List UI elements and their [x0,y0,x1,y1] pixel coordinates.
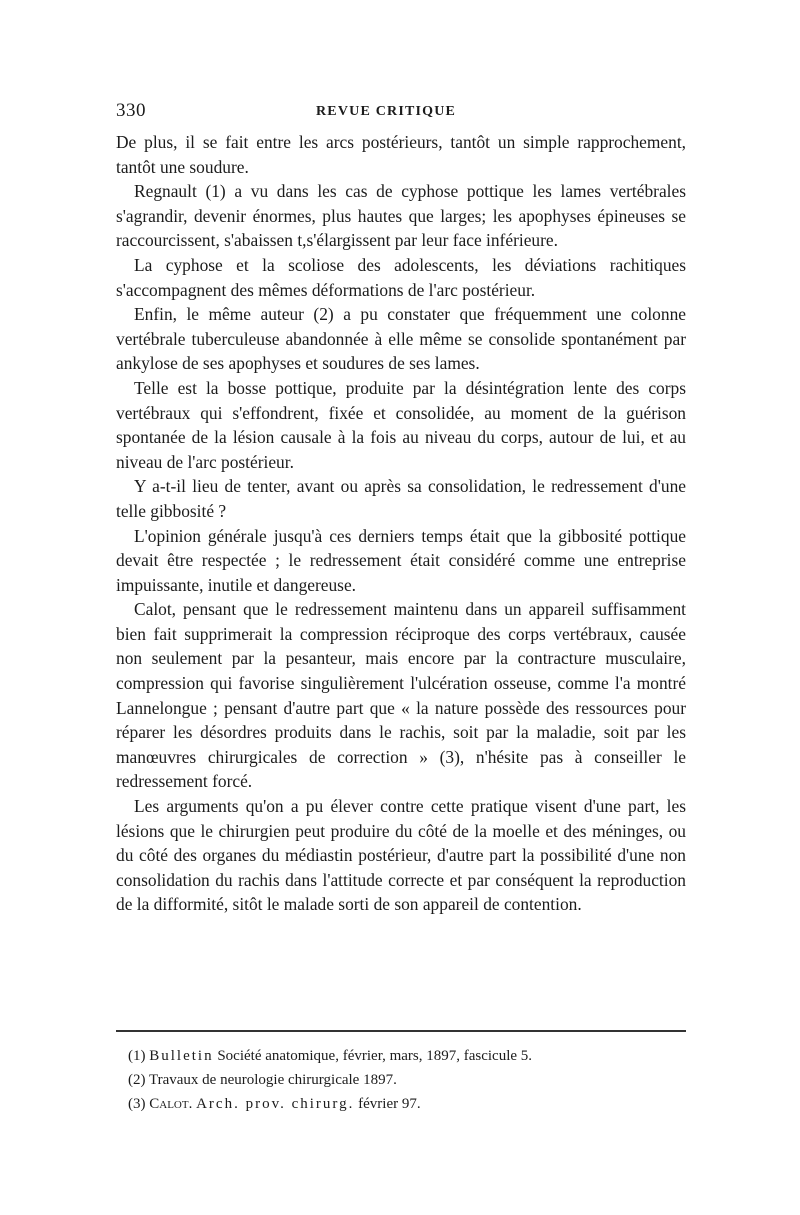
footnote-text: Société anatomique, février, mars, 1897, fascicule 5. [213,1048,533,1064]
footnote-author: Calot. [149,1096,193,1112]
footnote-journal: Bulletin [149,1048,214,1064]
paragraph: La cyphose et la scoliose des adolescents, les déviations rachitiques s'accompagnent des mêmes déformations de l'arc postérieur. [116,254,686,300]
footnote-marker: (2) [128,1072,146,1088]
page-number: 330 [116,100,146,121]
body-text [116,130,686,917]
footnote-rule [116,1030,686,1032]
paragraph: De plus, il se fait entre les arcs postérieurs, tantôt un simple rapprochement, tantôt une soudure. [116,132,686,177]
running-title: REVUE CRITIQUE [316,104,457,119]
paragraph: Les arguments qu'on a pu élever contre cette pratique visent d'une part, les lésions que le chirurgien peut produire du côté de la moelle et des méninges, ou du côté des organes du médiastin postérieur, d'autre part la possibilité d'une non consolidation du rachis dans l'attitude correcte et par conséquent la reproduction de la difformité, sitôt le malade sorti de son appareil de contention. [116,796,686,915]
paragraph: Enfin, le même auteur (2) a pu constater que fréquemment une colonne vertébrale tuberculeuse abandonnée à elle même se consolide spontanément par ankylose de ses apophyses et soudures de ses lames. [116,304,686,374]
footnote-1 [116,1044,686,1068]
footnote-marker: (3) [128,1096,146,1112]
footnote-marker: (1) [128,1048,146,1064]
paragraph: Calot, pensant que le redressement maintenu dans un appareil suffisamment bien fait supprimerait la compression réciproque des corps vertébraux, causée non seulement par la pesanteur, mais encore par la contracture musculaire, compression qui favorise singulièrement l'ulcération osseuse, comme l'a montré Lannelongue ; pensant d'autre part que « la nature possède des ressources pour réparer les désordres produits dans le rachis, soit par la maladie, soit par les manœuvres chirurgicales de correction » (3), n'hésite pas à conseiller le redressement forcé. [116,599,686,792]
paragraph: L'opinion générale jusqu'à ces derniers temps était que la gibbosité pottique devait être respectée ; le redressement était considéré comme une entreprise impuissante, inutile et dangereuse. [116,525,686,595]
paragraph: Regnault (1) a vu dans les cas de cyphose pottique les lames vertébrales s'agrandir, devenir énormes, plus hautes que larges; les apophyses épineuses se raccourcissent, s'abaissen t,s'élargissent par leur face inférieure. [116,181,686,251]
footnote-text: février 97. [354,1096,421,1112]
paragraph: Telle est la bosse pottique, produite par la désintégration lente des corps vertébraux qui s'effondrent, fixée et consolidée, au moment de la guérison spontanée de la lésion causale à la fois au niveau du corps, autour de lui, et au niveau de l'arc postérieur. [116,377,686,472]
footnotes [116,1044,686,1116]
footnote-journal: Arch. prov. chirurg. [196,1096,355,1112]
footnote-text: Travaux de neurologie chirurgicale 1897. [145,1072,397,1088]
footnote-2 [116,1068,686,1092]
footnote-3 [116,1092,686,1116]
page-header [116,100,696,124]
paragraph: Y a-t-il lieu de tenter, avant ou après sa consolidation, le redressement d'une telle gibbosité ? [116,476,686,521]
